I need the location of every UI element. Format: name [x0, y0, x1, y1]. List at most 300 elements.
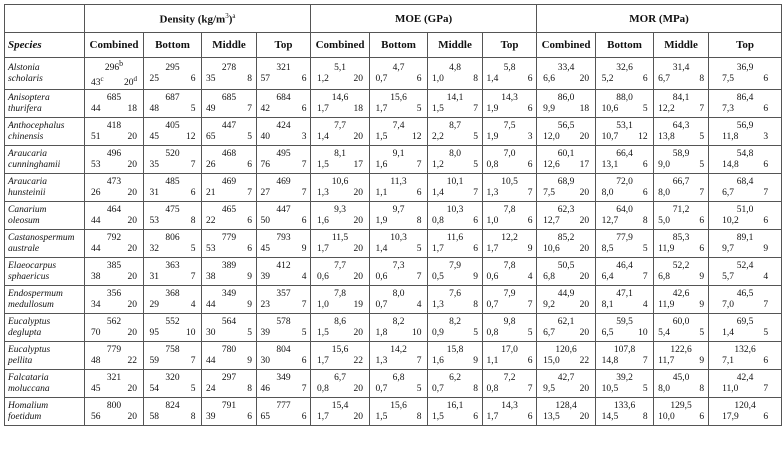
sample-count-value-text: 6: [527, 159, 533, 170]
sample-count-value: [354, 216, 364, 227]
sample-count-value: [354, 384, 364, 395]
mean-value: [165, 233, 179, 244]
table-row: [5, 258, 782, 286]
sample-count-value-text: 5: [642, 383, 648, 394]
sample-count-value-text: 5: [699, 327, 705, 338]
sample-count-value-text: 7: [247, 103, 252, 114]
mean-value: [107, 149, 121, 160]
sample-count-value: [417, 74, 422, 85]
sample-count-value: [191, 356, 196, 367]
sample-count-value-text: 20: [124, 78, 134, 89]
sample-count-value: [191, 272, 196, 283]
std-dev-value: [261, 244, 271, 255]
std-dev-value-text: 1,5: [317, 159, 329, 170]
mean-value-text: 8,0: [449, 148, 461, 159]
mean-value: [616, 289, 633, 300]
std-dev-value-text: 8,5: [601, 243, 614, 254]
std-dev-value: [658, 300, 674, 311]
std-dev-value: [432, 300, 444, 311]
mean-value: [449, 63, 461, 74]
species-name-line: sphaericus: [8, 271, 50, 282]
std-dev-value-text: 1,4: [317, 131, 329, 142]
sample-count-value-text: 22: [127, 355, 137, 366]
sample-count-value-text: 6: [763, 411, 769, 422]
sample-count-value: [473, 104, 478, 115]
sample-count-value: [247, 74, 252, 85]
mean-value: [276, 289, 290, 300]
mean-value: [107, 177, 121, 188]
sample-count-value-text: 6: [527, 215, 533, 226]
mean-value: [222, 317, 236, 328]
std-dev-value: [206, 272, 216, 283]
sample-count-value: [354, 328, 364, 339]
sample-count-value: [643, 160, 648, 171]
sample-count-value-text: 20: [353, 243, 364, 254]
sample-count-value-text: 9: [473, 355, 479, 366]
value-cell: [370, 90, 428, 118]
sample-count-value: [643, 216, 648, 227]
std-dev-value-text: 14,8: [601, 355, 619, 366]
sample-count-value: [528, 216, 533, 227]
mean-value: [616, 177, 633, 188]
sample-count-value: [354, 104, 364, 115]
mean-value-text: 85,2: [557, 232, 575, 243]
sample-count-value: [473, 384, 478, 395]
mean-value-text: 42,7: [557, 372, 575, 383]
mean-value: [393, 261, 405, 272]
mean-value-text: 321: [106, 372, 122, 383]
species-name-cell: [5, 314, 85, 342]
sample-count-value-text: 22: [579, 355, 590, 366]
value-cell: [537, 314, 596, 342]
table-row: [5, 118, 782, 146]
group-header-row: [5, 5, 782, 33]
std-dev-value-text: 35: [149, 159, 159, 170]
mean-value-text: 8,6: [334, 316, 346, 327]
sample-count-value: [763, 216, 768, 227]
mean-value: [222, 233, 236, 244]
mean-value: [165, 345, 179, 356]
mean-value-text: 4,7: [392, 62, 405, 73]
mean-value-text: 791: [221, 400, 237, 411]
sample-count-value-text: 20: [127, 159, 137, 170]
value-cell: [537, 118, 596, 146]
sample-count-value: [473, 300, 478, 311]
sample-count-value-text: 4: [190, 299, 196, 310]
std-dev-value: [317, 300, 329, 311]
mean-value-text: 86,4: [736, 92, 754, 103]
std-dev-value: [376, 132, 388, 143]
mean-value-text: 66,7: [672, 176, 690, 187]
mean-value-text: 15,6: [390, 400, 407, 411]
sample-count-value-text: 8: [247, 73, 252, 84]
value-cell: [85, 314, 144, 342]
mean-value-text: 12,2: [501, 232, 518, 243]
mean-value: [107, 317, 121, 328]
sample-count-value-text: 9: [247, 355, 252, 366]
mean-value: [165, 93, 179, 104]
table-row: [5, 146, 782, 174]
mean-value: [558, 177, 575, 188]
mean-value: [616, 149, 633, 160]
std-dev-value: [91, 188, 101, 199]
value-cell: [428, 230, 483, 258]
mean-value: [222, 373, 236, 384]
species-name-line: scholaris: [8, 73, 43, 84]
std-dev-value-text: 24: [206, 383, 216, 394]
std-dev-value-text: 1,0: [317, 299, 329, 310]
mean-value: [390, 93, 407, 104]
sample-count-value-text: 4: [527, 271, 533, 282]
mean-value: [449, 149, 461, 160]
species-name-line: Eucalyptus: [8, 316, 51, 327]
sample-count-value: [473, 328, 478, 339]
sample-count-value-text: 5: [247, 131, 252, 142]
value-cell: [370, 370, 428, 398]
std-dev-value-text: 1,6: [317, 215, 329, 226]
value-cell: [257, 202, 311, 230]
std-dev-value: [722, 300, 734, 311]
mean-value: [393, 149, 405, 160]
sample-count-value-text: 20: [353, 271, 364, 282]
mean-value-text: 56,9: [736, 120, 754, 131]
species-name-line: Anisoptera: [8, 92, 50, 103]
mean-value-text: 84,1: [672, 92, 690, 103]
std-dev-value: [487, 104, 499, 115]
mean-value: [222, 261, 236, 272]
mean-value-text: 806: [165, 232, 180, 243]
std-dev-value-text: 27: [260, 187, 271, 198]
mean-value-text: 56,5: [557, 120, 575, 131]
sample-count-value-text: 6: [527, 355, 533, 366]
std-dev-value: [91, 132, 101, 143]
sample-count-value: [247, 160, 252, 171]
sample-count-value-text: 5: [473, 131, 479, 142]
std-dev-value-text: 15,0: [543, 355, 560, 366]
sample-count-value-text: 7: [301, 187, 307, 198]
mean-value-text: 60,0: [672, 316, 690, 327]
std-dev-value-text: 22: [206, 215, 216, 226]
mean-value: [558, 93, 575, 104]
mean-value-text: 120,4: [734, 400, 756, 411]
sample-count-value-text: 6: [473, 215, 479, 226]
mean-value: [222, 149, 236, 160]
std-dev-value-text: 10,0: [658, 411, 675, 422]
sample-count-value: [186, 328, 196, 339]
std-dev-value-text: 11,0: [722, 383, 739, 394]
std-dev-value-text: 45: [149, 131, 159, 142]
value-cell: [257, 58, 311, 90]
sample-count-value: [699, 132, 704, 143]
mean-value-text: 39,2: [616, 372, 633, 383]
value-cell: [483, 314, 537, 342]
sample-count-value-text: 20: [579, 411, 590, 422]
std-dev-value: [487, 244, 499, 255]
sample-count-value: [763, 384, 768, 395]
std-dev-value: [261, 104, 271, 115]
mean-value-text: 469: [221, 176, 237, 187]
sample-count-value-text: 20: [579, 73, 590, 84]
sample-count-value: [580, 356, 590, 367]
sample-count-value: [643, 244, 648, 255]
mean-value-text: 465: [221, 204, 237, 215]
value-cell: [709, 90, 782, 118]
value-cell: [202, 146, 257, 174]
std-dev-value: [91, 272, 101, 283]
empty-corner-cell: [5, 5, 85, 33]
mean-value-text: 468: [221, 148, 237, 159]
value-cell: [257, 342, 311, 370]
sample-count-value: [128, 356, 138, 367]
mean-value: [737, 93, 754, 104]
std-dev-value-text: 1,5: [317, 327, 329, 338]
mean-value-text: 58,9: [672, 148, 690, 159]
sample-count-value: [302, 188, 307, 199]
sample-count-value: [128, 272, 138, 283]
std-dev-value-text: 39: [260, 271, 271, 282]
std-dev-value: [91, 384, 101, 395]
std-dev-value: [487, 384, 499, 395]
sample-count-value-text: 10: [638, 327, 648, 338]
table-body: [5, 58, 782, 426]
sample-count-value-text: 7: [301, 159, 307, 170]
value-cell: [596, 342, 654, 370]
std-dev-value: [261, 384, 271, 395]
std-dev-value: [432, 160, 444, 171]
sample-count-value: [528, 384, 533, 395]
std-dev-value: [602, 412, 619, 423]
sample-count-value-text: 7: [763, 187, 769, 198]
mean-value: [165, 149, 179, 160]
sample-count-value-text: 19: [353, 299, 364, 310]
std-dev-value-text: 7,5: [543, 187, 555, 198]
std-dev-value-text: 9,7: [722, 243, 734, 254]
std-dev-value-text: 58: [149, 411, 159, 422]
mean-value-text: 10,6: [331, 176, 349, 187]
std-dev-value: [91, 300, 101, 311]
sample-count-value: [580, 188, 590, 199]
std-dev-value: [543, 300, 555, 311]
std-dev-value: [91, 74, 104, 89]
sample-count-value-text: 8: [473, 383, 479, 394]
sample-count-value-text: 7: [301, 383, 307, 394]
mean-value: [447, 205, 464, 216]
std-dev-value-text: 1,3: [432, 299, 444, 310]
std-dev-value: [722, 244, 734, 255]
sample-count-value-text: 6: [247, 243, 252, 254]
value-cell: [85, 202, 144, 230]
sample-count-value: [191, 216, 196, 227]
mean-value-text: 520: [165, 148, 180, 159]
sample-count-value: [128, 300, 138, 311]
std-dev-value-text: 1,8: [375, 327, 388, 338]
std-dev-value-text: 13,1: [601, 159, 619, 170]
mean-value-text: 122,6: [670, 344, 692, 355]
std-dev-value: [150, 272, 160, 283]
sample-count-value-text: 20: [127, 131, 137, 142]
sample-count-value-text: 5: [699, 131, 705, 142]
mean-value: [222, 345, 236, 356]
sample-count-value-text: 6: [416, 187, 422, 198]
mean-value-text: 424: [276, 120, 291, 131]
std-dev-value-text: 56: [91, 411, 101, 422]
std-dev-value-text: 0,6: [486, 271, 499, 282]
std-dev-value-text: 31: [149, 187, 159, 198]
sample-count-value: [247, 188, 252, 199]
mean-value-text: 4,8: [449, 62, 461, 73]
mean-value-text: 15,6: [390, 92, 407, 103]
sample-count-value-text: 17: [579, 159, 590, 170]
mean-value-text: 464: [106, 204, 122, 215]
sample-count-value: [763, 412, 768, 423]
sample-count-value-text: 5: [473, 327, 479, 338]
mean-value: [737, 63, 754, 74]
std-dev-value: [317, 216, 329, 227]
sample-count-value: [354, 300, 364, 311]
std-dev-value: [722, 160, 739, 171]
std-dev-value: [432, 272, 444, 283]
mean-value-text: 64,3: [672, 120, 690, 131]
sample-count-value: [763, 272, 768, 283]
std-dev-value: [206, 412, 216, 423]
mean-value-text: 14,1: [446, 92, 464, 103]
mean-value: [673, 373, 690, 384]
sample-count-value-text: 20: [579, 243, 590, 254]
mean-value: [616, 373, 633, 384]
std-dev-value: [543, 384, 555, 395]
std-dev-value: [91, 244, 101, 255]
std-dev-value: [722, 412, 739, 423]
mean-value: [222, 93, 236, 104]
sample-count-value: [417, 244, 422, 255]
sample-count-value-text: 8: [699, 383, 705, 394]
density-group-header: [85, 5, 311, 33]
sample-count-value: [528, 328, 533, 339]
std-dev-value: [543, 244, 560, 255]
sample-count-value-text: 5: [416, 103, 422, 114]
sample-count-value: [191, 104, 196, 115]
mean-value-text: 564: [221, 316, 237, 327]
std-dev-value: [487, 412, 499, 423]
sample-count-value: [302, 328, 307, 339]
value-cell: [370, 58, 428, 90]
value-cell: [596, 174, 654, 202]
sample-count-value: [580, 160, 590, 171]
sample-count-value: [699, 216, 704, 227]
mean-value-text: 71,2: [672, 204, 690, 215]
std-dev-value-text: 76: [260, 159, 271, 170]
footnote-marker: c: [100, 75, 104, 84]
std-dev-value: [543, 272, 555, 283]
density-footnote-marker: a: [232, 11, 236, 20]
sample-count-value: [247, 356, 252, 367]
mean-value: [105, 58, 123, 74]
value-cell: [483, 342, 537, 370]
density-combined-column-header: Combined: [85, 33, 144, 58]
value-cell: [311, 286, 370, 314]
sample-count-value-text: 5: [527, 327, 533, 338]
value-cell: [85, 90, 144, 118]
mean-value: [276, 401, 290, 412]
sample-count-value-text: 6: [763, 73, 769, 84]
std-dev-value: [658, 188, 670, 199]
value-cell: [202, 314, 257, 342]
sample-count-value: [580, 384, 590, 395]
value-cell: [257, 286, 311, 314]
mean-value: [558, 317, 575, 328]
std-dev-value-text: 1,1: [375, 187, 388, 198]
value-cell: [709, 58, 782, 90]
mean-value: [332, 401, 349, 412]
sample-count-value-text: 6: [473, 411, 479, 422]
mean-value-text: 32,6: [616, 62, 633, 73]
std-dev-value-text: 12,7: [543, 215, 560, 226]
std-dev-value: [150, 74, 160, 85]
value-cell: [537, 146, 596, 174]
mean-value: [449, 289, 461, 300]
species-name-cell: [5, 230, 85, 258]
std-dev-value-text: 5,7: [722, 271, 734, 282]
mean-value-text: 88,0: [616, 92, 633, 103]
std-dev-value-text: 44: [91, 103, 101, 114]
value-cell: [428, 398, 483, 426]
sample-count-value-text: 12: [638, 131, 648, 142]
mean-value: [334, 373, 346, 384]
sample-count-value: [302, 300, 307, 311]
std-dev-value: [487, 300, 499, 311]
mean-value-text: 54,8: [736, 148, 754, 159]
value-cell: [311, 90, 370, 118]
mean-value: [276, 177, 290, 188]
std-dev-value: [543, 74, 555, 85]
value-cell: [709, 230, 782, 258]
sample-count-value: [247, 272, 252, 283]
value-cell: [144, 230, 202, 258]
sample-count-value-text: 5: [190, 243, 196, 254]
value-cell: [654, 90, 709, 118]
sample-count-value: [128, 104, 138, 115]
mean-value-text: 278: [221, 62, 237, 73]
sample-count-value-text: 7: [699, 103, 705, 114]
mean-value: [737, 205, 754, 216]
mean-value-text: 389: [221, 260, 237, 271]
std-dev-value: [150, 104, 160, 115]
std-dev-value: [543, 188, 555, 199]
std-dev-value: [543, 132, 560, 143]
std-dev-value: [150, 412, 160, 423]
value-cell: [144, 118, 202, 146]
table-row: [5, 314, 782, 342]
mean-value-text: 15,6: [331, 344, 349, 355]
value-cell: [202, 118, 257, 146]
std-dev-value-text: 50: [260, 215, 271, 226]
sample-count-value-text: 18: [579, 103, 590, 114]
sample-count-value: [191, 188, 196, 199]
sample-count-value: [473, 272, 478, 283]
sample-count-value-text: 7: [642, 271, 648, 282]
std-dev-value-text: 10,5: [601, 383, 619, 394]
std-dev-value: [722, 104, 734, 115]
std-dev-value: [722, 216, 739, 227]
value-cell: [537, 230, 596, 258]
sample-count-value-text: 20: [127, 271, 137, 282]
mean-value: [332, 177, 349, 188]
std-dev-value: [317, 132, 329, 143]
sample-count-value: [124, 74, 137, 89]
sample-count-value-text: 3: [527, 131, 533, 142]
value-cell: [144, 342, 202, 370]
mean-value-text: 52,4: [736, 260, 754, 271]
